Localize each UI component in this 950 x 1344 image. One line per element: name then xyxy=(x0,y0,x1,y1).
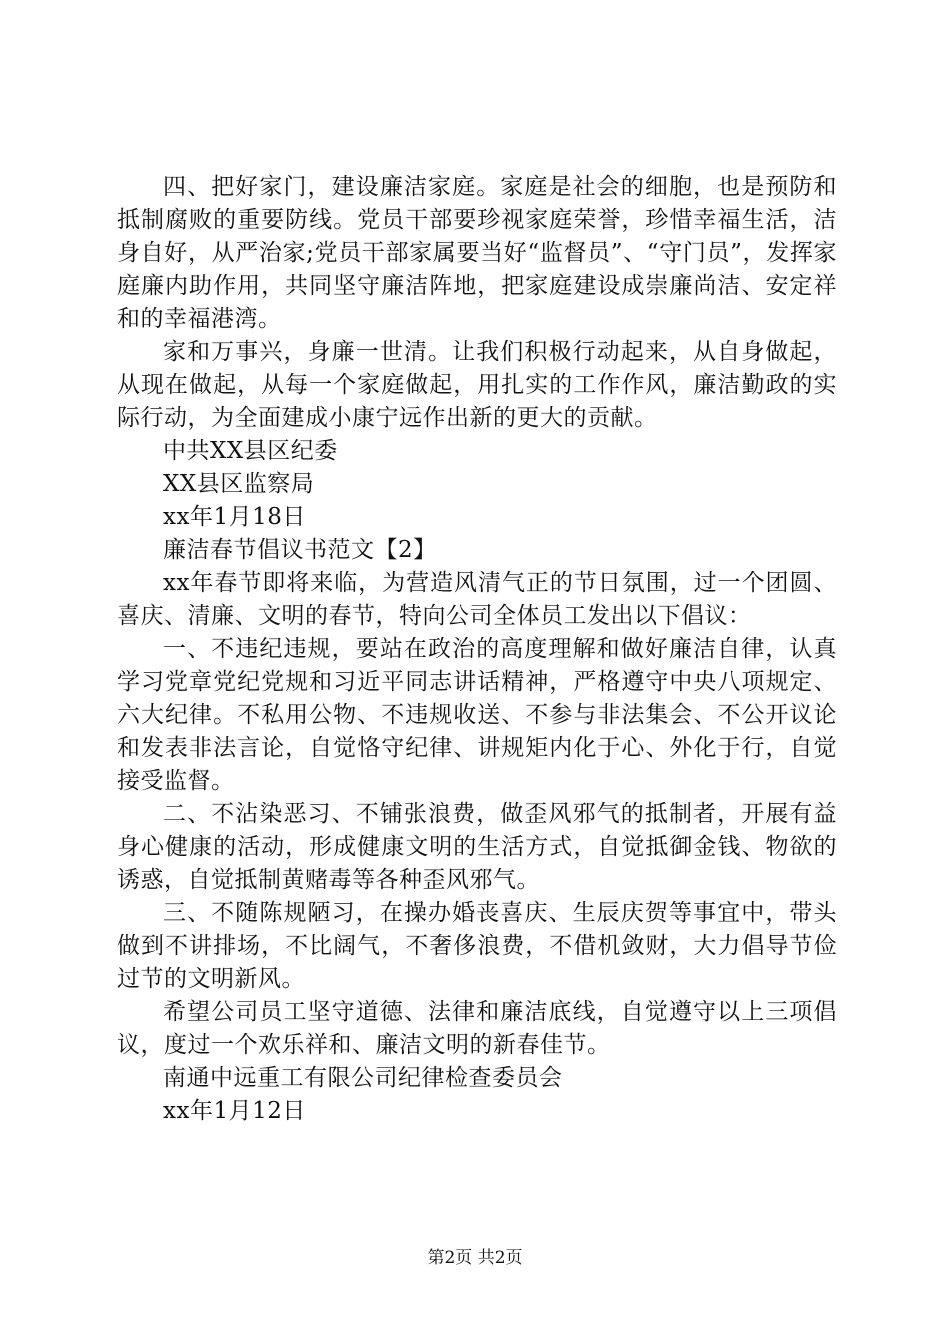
signature-date-2: xx年1月12日 xyxy=(163,1098,306,1124)
signature-org-supervision-bureau: XX县区监察局 xyxy=(163,471,315,497)
signature-date-1: xx年1月18日 xyxy=(163,504,306,530)
paragraph-call-to-action: 家和万事兴，身廉一世清。让我们积极行动起来，从自身做起，从现在做起，从每一个家庭做起，用扎实的工作作风，廉洁勤政的实际行动，为全面建成小康宁远作出新的更大的贡献。 xyxy=(117,339,837,431)
document-body xyxy=(117,171,837,1128)
paragraph-item-3: 三、不随陈规陋习，在操办婚丧喜庆、生辰庆贺等事宜中，带头做到不讲排场，不比阔气，不奢侈浪费，不借机敛财，大力倡导节俭过节的文明新风。 xyxy=(117,900,837,992)
paragraph-closing: 希望公司员工坚守道德、法律和廉洁底线，自觉遵守以上三项倡议，度过一个欢乐祥和、廉洁文明的新春佳节。 xyxy=(117,999,837,1058)
section-title: 廉洁春节倡议书范文【2】 xyxy=(163,537,437,563)
paragraph-family-integrity: 四、把好家门，建设廉洁家庭。家庭是社会的细胞，也是预防和抵制腐败的重要防线。党员干部要珍视家庭荣誉，珍惜幸福生活，洁身自好，从严治家;党员干部家属要当好“监督员”、“守门员”，发挥家庭廉内助作用，共同坚守廉洁阵地，把家庭建设成崇廉尚洁、安定祥和的幸福港湾。 xyxy=(117,174,837,332)
page-footer: 第2页 共2页 xyxy=(427,1248,523,1268)
paragraph-intro: xx年春节即将来临，为营造风清气正的节日氛围，过一个团圆、喜庆、清廉、文明的春节，特向公司全体员工发出以下倡议： xyxy=(117,570,837,629)
paragraph-item-2: 二、不沾染恶习、不铺张浪费，做歪风邪气的抵制者，开展有益身心健康的活动，形成健康文明的生活方式，自觉抵御金钱、物欲的诱惑，自觉抵制黄赌毒等各种歪风邪气。 xyxy=(117,801,837,893)
signature-org-company-committee: 南通中远重工有限公司纪律检查委员会 xyxy=(163,1065,563,1091)
paragraph-item-1: 一、不违纪违规，要站在政治的高度理解和做好廉洁自律，认真学习党章党纪党规和习近平同志讲话精神，严格遵守中央八项规定、六大纪律。不私用公物、不违规收送、不参与非法集会、不公开议论和发表非法言论，自觉恪守纪律、讲规矩内化于心、外化于行，自觉接受监督。 xyxy=(117,636,837,794)
signature-org-discipline-committee: 中共XX县区纪委 xyxy=(163,438,338,464)
